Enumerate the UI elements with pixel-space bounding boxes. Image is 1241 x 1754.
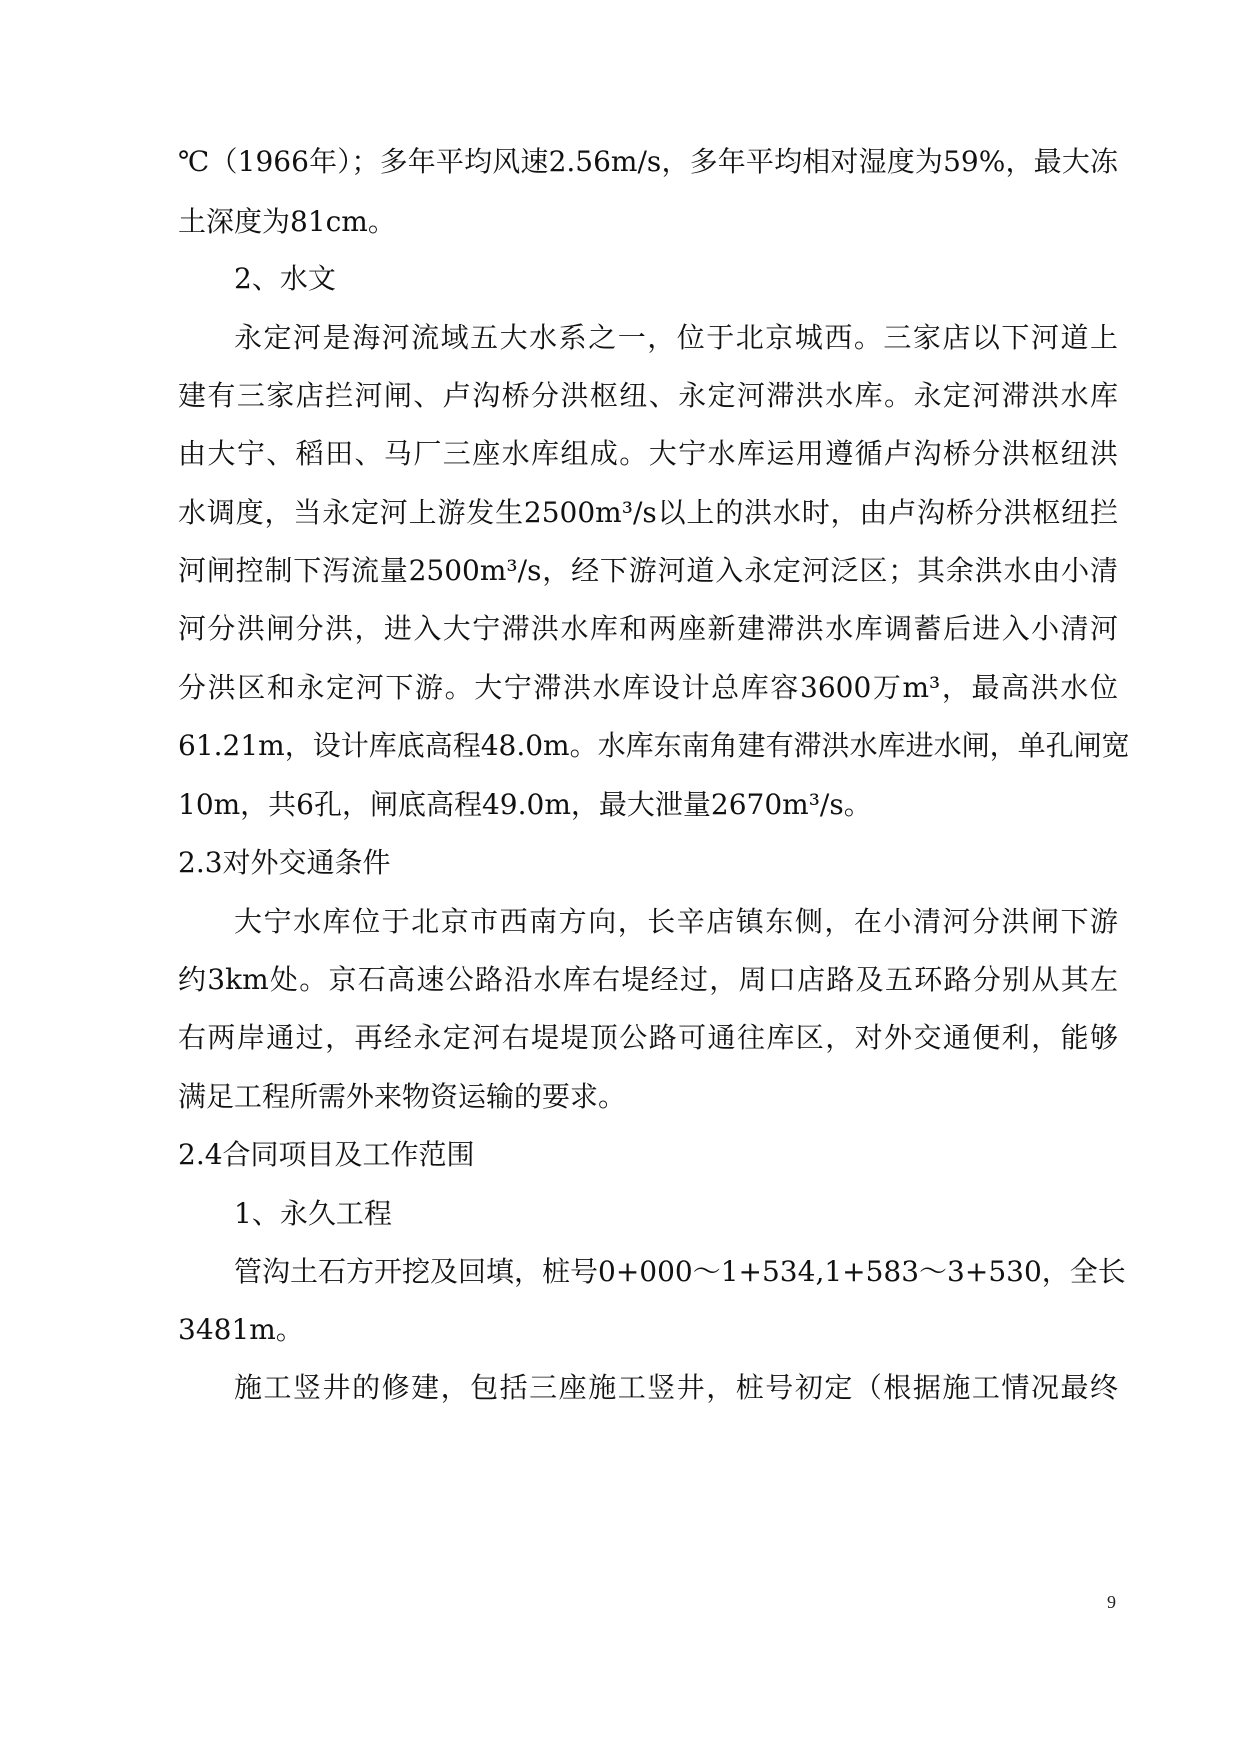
body-text-line: 约3km处。京石高速公路沿水库右堤经过，周口店路及五环路分别从其左 <box>178 963 1118 996</box>
body-text-line: 分洪区和永定河下游。大宁滞洪水库设计总库容3600万m³，最高洪水位 <box>178 671 1118 704</box>
body-text-line: 3481m。 <box>178 1313 304 1346</box>
body-text-line: 施工竖井的修建，包括三座施工竖井，桩号初定（根据施工情况最终 <box>234 1371 1118 1404</box>
body-text-line: 河分洪闸分洪，进入大宁滞洪水库和两座新建滞洪水库调蓄后进入小清河 <box>178 612 1118 645</box>
body-text-line: 永定河是海河流域五大水系之一，位于北京城西。三家店以下河道上 <box>234 321 1118 354</box>
section-heading-2-4: 2.4合同项目及工作范围 <box>178 1138 475 1171</box>
body-text-line: 61.21m，设计库底高程48.0m。水库东南角建有滞洪水库进水闸，单孔闸宽 <box>178 729 1130 762</box>
body-text-line: 10m，共6孔，闸底高程49.0m，最大泄量2670m³/s。 <box>178 788 872 821</box>
body-text-line: 河闸控制下泻流量2500m³/s，经下游河道入永定河泛区；其余洪水由小清 <box>178 554 1118 587</box>
body-text-line: 右两岸通过，再经永定河右堤堤顶公路可通往库区，对外交通便利，能够 <box>178 1021 1118 1054</box>
subheading-permanent-works: 1、永久工程 <box>234 1197 392 1230</box>
body-text-line: 满足工程所需外来物资运输的要求。 <box>178 1080 627 1113</box>
body-text-line: 水调度，当永定河上游发生2500m³/s以上的洪水时，由卢沟桥分洪枢纽拦 <box>178 496 1118 529</box>
section-heading-2-3: 2.3对外交通条件 <box>178 846 391 879</box>
body-text-line: 土深度为81cm。 <box>178 205 396 238</box>
body-text-line: 大宁水库位于北京市西南方向，长辛店镇东侧，在小清河分洪闸下游 <box>234 905 1118 938</box>
body-text-line: ℃（1966年）；多年平均风速2.56m/s，多年平均相对湿度为59%，最大冻 <box>178 145 1118 178</box>
subheading-hydrology: 2、水文 <box>234 262 336 295</box>
body-text-line: 管沟土石方开挖及回填，桩号0+000～1+534,1+583～3+530，全长 <box>234 1255 1126 1288</box>
page-number: 9 <box>1107 1592 1116 1612</box>
body-text-line: 由大宁、稻田、马厂三座水库组成。大宁水库运用遵循卢沟桥分洪枢纽洪 <box>178 437 1118 470</box>
body-text-line: 建有三家店拦河闸、卢沟桥分洪枢纽、永定河滞洪水库。永定河滞洪水库 <box>178 379 1118 412</box>
